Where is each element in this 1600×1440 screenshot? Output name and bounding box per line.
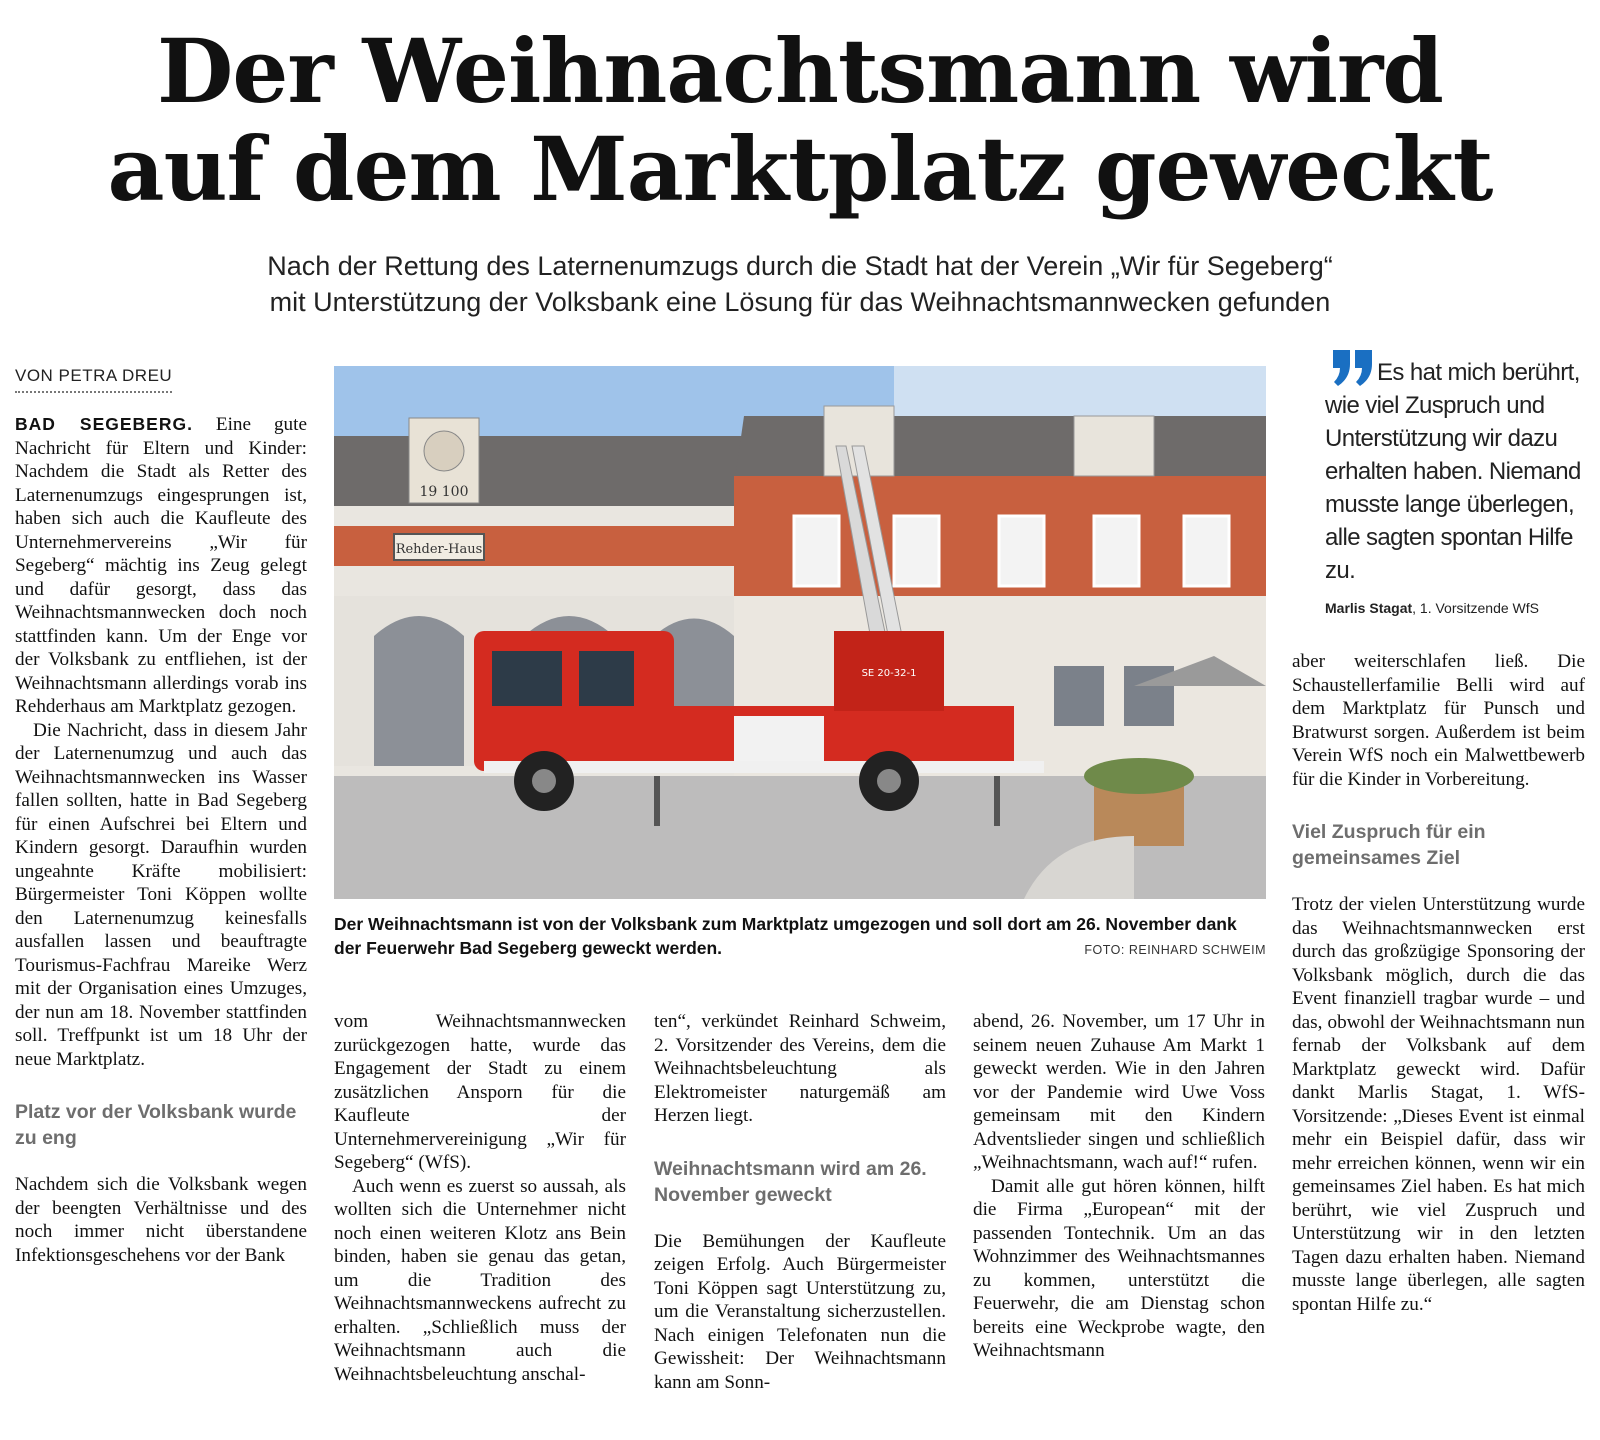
paragraph: ten“, verkündet Reinhard Schweim, 2. Vorsitzender des Vereins, dem die Weihnachtsbeleuchtung als Elektromeister naturgemäß am Herzen liegt. <box>654 1011 946 1126</box>
building-year: 19 100 <box>419 484 469 500</box>
article-column-4 <box>973 1010 1265 1363</box>
photo-caption: Der Weihnachtsmann ist von der Volksbank zum Marktplatz umgezogen und soll dort am 26. November dank der Feuerwehr Bad Segeberg geweckt werden. <box>334 914 1237 958</box>
truck-plate: SE 20-32-1 <box>861 668 917 679</box>
byline: VON PETRA DREU <box>15 365 172 393</box>
paragraph-text: Eine gute Nachricht für Eltern und Kinder: Nachdem die Stadt als Retter des Laternenumzugs eingesprungen ist, haben sich auch die Kaufleute des Unternehmervereins „Wir für Segeberg“ mächtig ins Zeug gelegt und dafür gesorgt, dass das Weihnachtsmannwecken doch noch stattfinden kann. Um der Enge vor der Volksbank zu entfliehen, ist der Weihnachtsmann allerdings vorab ins Rehderhaus am Marktplatz gezogen. <box>15 414 307 717</box>
dateline: BAD SEGEBERG. <box>15 414 193 434</box>
headline <box>0 19 1600 221</box>
paragraph: aber weiterschlafen ließ. Die Schaustellerfamilie Belli wird auf dem Marktplatz für Punsch und Bratwurst sorgen. Außerdem ist beim Verein WfS noch ein Malwettbewerb für die Kinder in Vorbereitung. <box>1292 651 1585 790</box>
paragraph: Die Bemühungen der Kaufleute zeigen Erfolg. Auch Bürgermeister Toni Köppen sagt Unterstützung zu, um die Veranstaltung sicherzustellen. Nach einigen Telefonaten nun die Gewissheit: Der Weihnachtsmann kann am Sonn- <box>654 1230 946 1393</box>
photo-credit: FOTO: REINHARD SCHWEIM <box>1084 943 1266 957</box>
paragraph: Damit alle gut hören können, hilft die Firma „European“ mit der passenden Tontechnik. Um an das Wohnzimmer des Weihnachtsmannes zu kommen, unterstützt die Feuerwehr, die am Dienstag schon bereits eine Weckprobe wagte, den Weihnachtsmann <box>973 1175 1265 1361</box>
paragraph: Auch wenn es zuerst so aussah, als wollten sich die Unternehmer nicht noch einen weiteren Klotz ans Bein binden, haben sie genau das getan, um die Tradition des Weihnachtsmannweckens aufrecht zu erhalten. „Schließlich muss der Weihnachtsmann auch die Weihnachtsbeleuchtung anschal- <box>334 1175 626 1385</box>
section-subhead: Platz vor der Volksbank wurde zu eng <box>15 1101 297 1149</box>
headline-line-2: auf dem Marktplatz geweckt <box>107 117 1493 221</box>
pull-quote-author: Marlis Stagat <box>1325 600 1413 616</box>
subheadline-line-1: Nach der Rettung des Laternenumzugs durch die Stadt hat der Verein „Wir für Segeberg“ <box>267 251 1333 281</box>
article-photo <box>334 366 1266 899</box>
pull-quote-source <box>1325 597 1590 619</box>
article-column-5 <box>1292 650 1585 1316</box>
paragraph: vom Weihnachtsmannwecken zurückgezogen hatte, wurde das Engagement der Stadt zu einem zusätzlichen Ansporn für die Kaufleute der Unternehmervereinigung „Wir für Segeberg“ (WfS). <box>334 1011 626 1173</box>
section-subhead: Weihnachtsmann wird am 26. November geweckt <box>654 1157 927 1206</box>
pull-quote <box>1325 356 1590 619</box>
pull-quote-role: , 1. Vorsitzende WfS <box>1412 600 1539 616</box>
paragraph: abend, 26. November, um 17 Uhr in seinem neuen Zuhause Am Markt 1 geweckt werden. Wie in den Jahren vor der Pandemie wird Uwe Voss gemeinsam mit den Kindern Adventslieder singen und schließlich „Weihnachtsmann, wach auf!“ rufen. <box>973 1011 1265 1173</box>
headline-line-1: Der Weihnachtsmann wird <box>157 19 1443 123</box>
section-subhead: Viel Zuspruch für ein gemeinsames Ziel <box>1292 821 1486 869</box>
subheadline-line-2: mit Unterstützung der Volksbank eine Lösung für das Weihnachtsmannwecken gefunden <box>269 287 1331 317</box>
paragraph: Trotz der vielen Unterstützung wurde das Weihnachtsmannwecken erst durch das großzügige Sponsoring der Volksbank möglich, durch die das Event finanziell tragbar wurde – und das, obwohl der Weihnachtsmann nun fernab der Volksbank auf dem Marktplatz geweckt wird. Dafür dankt Marlis Stagat, 1. WfS-Vorsitzende: „Dieses Event ist einmal mehr ein Beispiel dafür, dass wir mehr erreichen können, wenn wir ein gemeinsames Ziel haben. Es hat mich berührt, wie viel Zuspruch und Unterstützung wir in den letzten Tagen dazu erhalten haben. Niemand musste lange überlegen, alle sagten spontan Hilfe zu.“ <box>1292 894 1585 1315</box>
article-column-1 <box>15 364 307 1267</box>
pull-quote-text: Es hat mich berührt, wie viel Zuspruch und Unterstützung wir dazu erhalten haben. Niemand musste lange überlegen, alle sagten spontan Hilfe zu. <box>1325 359 1581 584</box>
subheadline <box>0 248 1600 320</box>
paragraph: Die Nachricht, dass in diesem Jahr der Laternenumzug und auch das Weihnachtsmannwecken ins Wasser fallen sollten, hatte in Bad Segeberg für einen Aufschrei bei Eltern und Kindern gesorgt. Daraufhin wurden ungeahnte Kräfte mobilisiert: Bürgermeister Toni Köppen wollte den Laternenumzug keinesfalls ausfallen lassen und beauftragte Tourismus-Fachfrau Mareike Werz mit der Organisation eines Umzuges, der nun am 18. November stattfinden soll. Treffpunkt ist um 18 Uhr der neue Marktplatz. <box>15 719 307 1070</box>
article-column-3 <box>654 1010 946 1394</box>
photo-illustration <box>334 366 1266 899</box>
paragraph <box>15 413 307 719</box>
building-sign: Rehder-Haus <box>395 542 483 557</box>
article-column-2 <box>334 1010 626 1386</box>
paragraph: Nachdem sich die Volksbank wegen der beengten Verhältnisse und des noch immer nicht überstandene Infektionsgeschehens vor der Bank <box>15 1174 307 1266</box>
